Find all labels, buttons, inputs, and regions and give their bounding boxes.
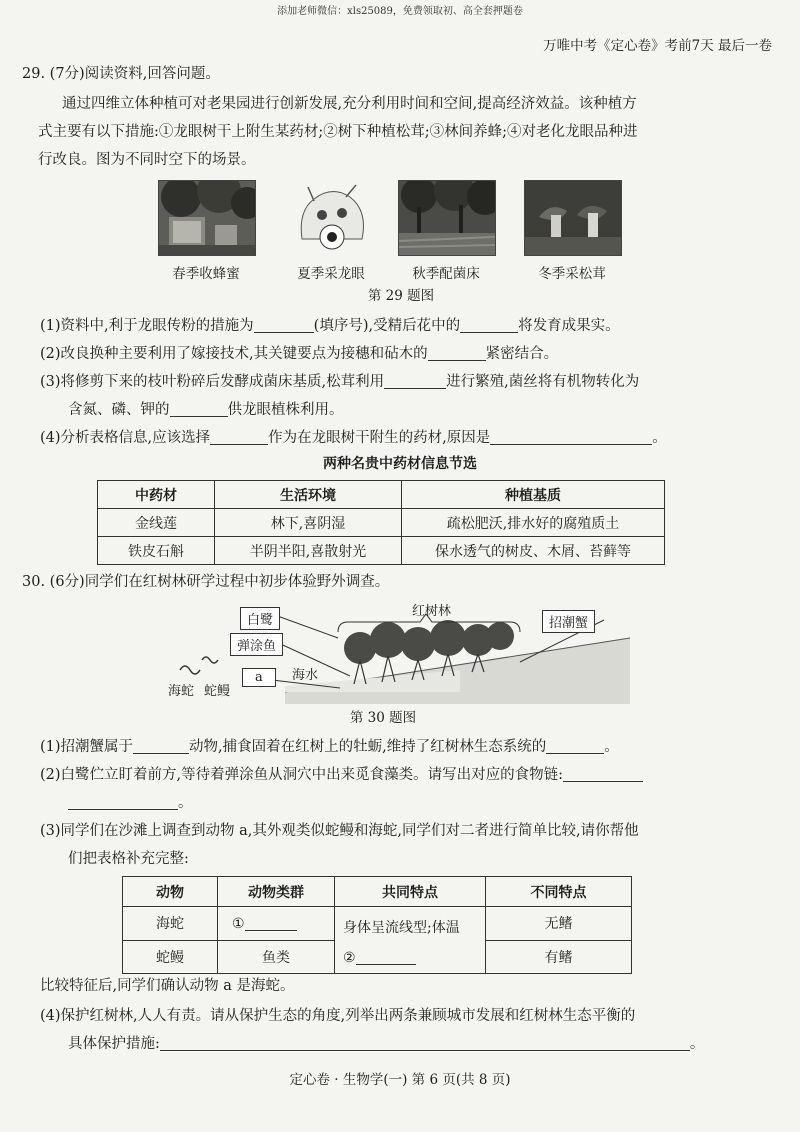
table-cell: 保水透气的树皮、木屑、苔藓等 [402, 537, 665, 565]
q29-sub-3: (3)将修剪下来的枝叶粉碎后发酵成菌床基质,松茸利用 进行繁殖,菌丝将有机物转化为 [40, 374, 640, 390]
answer-blank[interactable] [245, 914, 297, 931]
label-crab: 招潮蟹 [542, 610, 595, 633]
table-header: 动物类群 [218, 877, 335, 907]
table-cell: 半阴半阳,喜散射光 [215, 537, 402, 565]
table-header: 中药材 [98, 481, 215, 509]
q30-title: 30. (6分)同学们在红树林研学过程中初步体验野外调查。 [22, 574, 390, 590]
table-row [98, 537, 665, 565]
answer-blank[interactable] [133, 737, 189, 754]
table-cell: 金线莲 [98, 509, 215, 537]
table-header: 动物 [123, 877, 218, 907]
q29-para-3: 行改良。图为不同时空下的场景。 [38, 152, 256, 168]
label-animal-a: a [242, 668, 276, 687]
photo-spring-honey [158, 180, 256, 256]
answer-blank[interactable] [68, 793, 178, 810]
photo-summer-longan [283, 180, 381, 256]
q30-sub-3-cont: 们把表格补充完整: [68, 851, 189, 867]
table-row [123, 907, 632, 941]
table-header: 不同特点 [486, 877, 632, 907]
answer-blank[interactable] [563, 765, 643, 782]
q29-title: 29. (7分)阅读资料,回答问题。 [22, 66, 220, 82]
q30-sub-3: (3)同学们在沙滩上调查到动物 a,其外观类似蛇鳗和海蛇,同学们对二者进行简单比较,请你帮他 [40, 823, 639, 839]
q30-sub-4-cont: 具体保护措施: 。 [68, 1036, 705, 1052]
page-header: 万唯中考《定心卷》考前7天 最后一卷 [543, 38, 772, 54]
mangrove-figure [160, 600, 640, 704]
photo-winter-matsutake [524, 180, 622, 256]
answer-blank[interactable] [428, 344, 486, 361]
answer-blank[interactable] [546, 737, 604, 754]
caption-summer: 夏季采龙眼 [297, 266, 365, 282]
table-row [98, 509, 665, 537]
label-seawater: 海水 [292, 668, 319, 683]
answer-blank[interactable] [356, 948, 416, 965]
answer-blank[interactable] [460, 316, 518, 333]
table-header: 生活环境 [215, 481, 402, 509]
answer-blank[interactable] [160, 1034, 690, 1051]
answer-blank[interactable] [490, 428, 652, 445]
q30-sub-2: (2)白鹭伫立盯着前方,等待着弹涂鱼从洞穴中出来觅食藻类。请写出对应的食物链: [40, 761, 643, 789]
q29-sub-3-cont: 含氮、磷、钾的 供龙眼植株利用。 [68, 402, 344, 418]
table-cell: 身体呈流线型;体温 ② [335, 907, 486, 974]
table-cell: 鱼类 [218, 940, 335, 974]
q29-table-title: 两种名贵中药材信息节选 [323, 456, 477, 472]
q29-para-2: 式主要有以下措施:①龙眼树干上附生某药材;②树下种植松茸;③林间养蜂;④对老化龙眼品种进 [38, 124, 638, 140]
table-cell: 有鳍 [486, 940, 632, 974]
table-cell: 林下,喜阴湿 [215, 509, 402, 537]
answer-blank[interactable] [254, 316, 314, 333]
answer-blank[interactable] [170, 400, 228, 417]
label-mangrove: 红树林 [412, 604, 452, 619]
table-cell: ① [218, 907, 335, 941]
q30-animal-table [122, 876, 632, 974]
label-eel: 蛇鳗 [204, 684, 231, 699]
caption-spring: 春季收蜂蜜 [172, 266, 240, 282]
top-banner: 添加老师微信：xls25089，免费领取初、高全套押题卷 [277, 6, 523, 17]
table-cell: 海蛇 [123, 907, 218, 941]
table-header: 共同特点 [335, 877, 486, 907]
page-footer: 定心卷 · 生物学(一) 第 6 页(共 8 页) [289, 1072, 511, 1088]
table-cell: 蛇鳗 [123, 940, 218, 974]
q29-figure-caption: 第 29 题图 [367, 288, 435, 304]
caption-autumn: 秋季配菌床 [412, 266, 480, 282]
answer-blank[interactable] [210, 428, 268, 445]
label-mudskipper: 弹涂鱼 [230, 633, 283, 656]
q29-sub-2: (2)改良换种主要利用了嫁接技术,其关键要点为接穗和砧木的 紧密结合。 [40, 346, 559, 362]
q30-after-table: 比较特征后,同学们确认动物 a 是海蛇。 [40, 978, 295, 994]
q30-sub-1: (1)招潮蟹属于 动物,捕食固着在红树上的牡蛎,维持了红树林生态系统的 。 [40, 739, 619, 755]
table-cell: 铁皮石斛 [98, 537, 215, 565]
photo-autumn-mushroom-bed [398, 180, 496, 256]
q29-sub-4: (4)分析表格信息,应该选择 作为在龙眼树干附生的药材,原因是 。 [40, 430, 667, 446]
q30-sub-4: (4)保护红树林,人人有责。请从保护生态的角度,列举出两条兼顾城市发展和红树林生态平衡的 [40, 1008, 636, 1024]
q29-herb-table [97, 480, 665, 565]
q30-sub-2-cont: 。 [68, 789, 193, 817]
table-cell: 无鳍 [486, 907, 632, 941]
q29-sub-1: (1)资料中,利于龙眼传粉的措施为 (填序号),受精后花中的 将发育成果实。 [40, 318, 620, 334]
q29-para-1: 通过四维立体种植可对老果园进行创新发展,充分利用时间和空间,提高经济效益。该种植方 [62, 96, 637, 112]
answer-blank[interactable] [384, 372, 446, 389]
caption-winter: 冬季采松茸 [538, 266, 606, 282]
label-sea-snake: 海蛇 [168, 684, 195, 699]
table-cell: 疏松肥沃,排水好的腐殖质土 [402, 509, 665, 537]
q30-figure-caption: 第 30 题图 [349, 710, 417, 726]
table-header: 种植基质 [402, 481, 665, 509]
label-egret: 白鹭 [240, 607, 280, 630]
